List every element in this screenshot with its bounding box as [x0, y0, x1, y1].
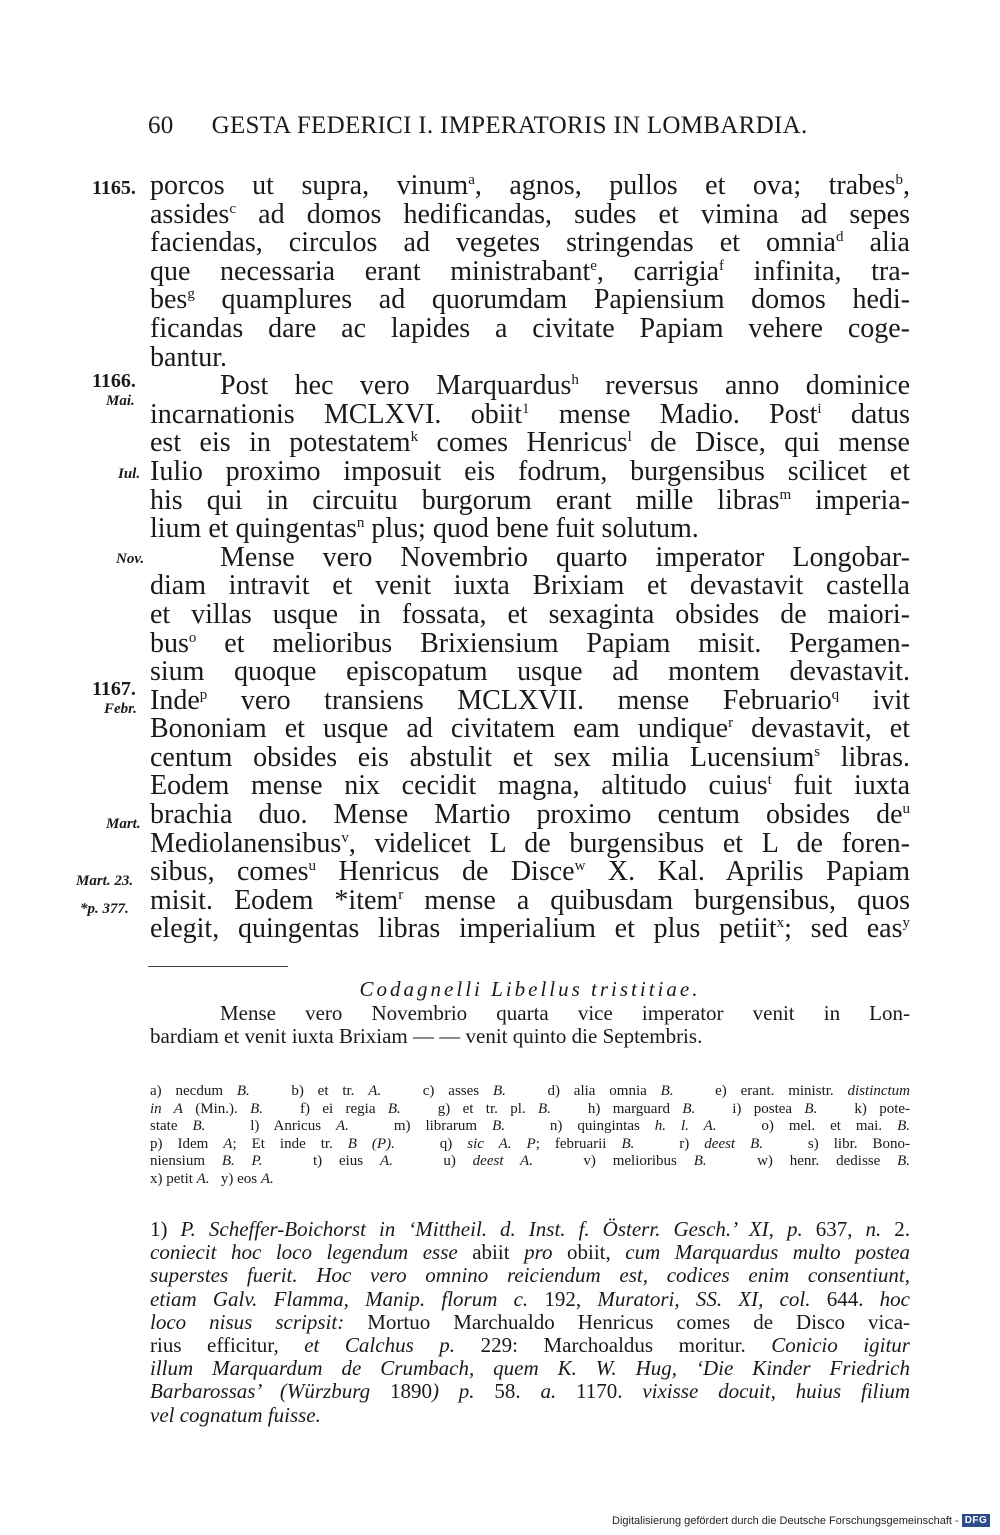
excerpt-line: bardiam et venit iuxta Brixiam — — venit quinto die Septembris. [150, 1024, 703, 1048]
text-line: centum obsides eis abstulit et sex milia Lucensium$^s$ libras. [150, 741, 910, 773]
text-line: sium quoque episcopatum usque ad montem devastavit. [150, 656, 910, 688]
text-line: assides$^c$ ad domos hedificandas, sudes et vimina ad sepes [150, 198, 910, 230]
text-line: misit. Eodem *item$^r$ mense a quibusdam burgensibus, quos [150, 884, 911, 916]
footnote-line: rius efficitur, et Calchus p. 229: Marchoaldus moritur. Conicio igitur [150, 1332, 910, 1357]
footer-credit-text: Digitalisierung gefördert durch die Deutsche Forschungsgemeinschaft - [612, 1514, 959, 1527]
text-line: incarnationis MCLXVI. obiit$^1$ mense Madio. Post$^i$ datus [150, 398, 910, 430]
margin-year-1166: 1166. [92, 370, 136, 392]
text-line: bus$^o$ et melioribus Brixiensium Papiam misit. Pergamen- [150, 627, 910, 659]
variant-line: x) petit A. y) eos A. [150, 1170, 274, 1187]
text-line: ficandas dare ac lapides a civitate Papiam vehere coge- [150, 312, 910, 344]
variant-line: a) necdum B. b) et tr. A. c) asses B. d) alia omnia B. e) erant. ministr. distinctum [150, 1083, 911, 1099]
variant-apparatus [150, 1083, 910, 1189]
text-line: que necessaria erant ministrabant$^e$, carrigia$^f$ infinita, tra- [150, 255, 910, 287]
dfg-logo: DFG [962, 1514, 991, 1527]
page-number: 60 [148, 112, 174, 139]
margin-month-febr: Febr. [104, 701, 137, 717]
text-line: lium et quingentas$^n$ plus; quod bene fuit solutum. [150, 513, 699, 545]
text-line: et villas usque in fossata, et sexaginta obsides de maiori- [150, 598, 910, 630]
page-header [148, 112, 860, 140]
divider-rule [148, 966, 288, 967]
margin-month-mart: Mart. [106, 816, 141, 832]
text-line: diam intravit et venit iuxta Brixiam et devastavit castella [150, 570, 910, 602]
text-line: brachia duo. Mense Martio proximo centum obsides $de^u$ [150, 799, 910, 831]
margin-month-iul: Iul. [118, 466, 141, 482]
text-line: Bononiam et usque ad civitatem eam undique$^r$ devastavit, et [150, 713, 910, 745]
margin-date-mart-23: Mart. 23. [76, 873, 134, 889]
excerpt-line: Mense vero Novembrio quarta vice imperator venit in Lon- [220, 1001, 910, 1025]
excerpt-text [150, 1002, 910, 1048]
text-line: Mediolanensibus$^v$, videlicet L de burgensibus et L de foren- [150, 827, 910, 859]
text-line: bantur. [150, 341, 227, 373]
text-line: Mense vero Novembrio quarto imperator Longobar- [220, 541, 910, 573]
variant-line: p) Idem A; Et inde tr. B (P). q) sic A. P; februarii B. r) deest B. s) libr. Bono- [150, 1135, 910, 1152]
footnote-line: illum Marquardum de Crumbach, quem K. W. Hug, ‘Die Kinder Friedrich [150, 1356, 910, 1381]
footnote-line: superstes fuerit. Hoc vero omnino reiciendum est, codices enim consentiunt, [150, 1263, 910, 1288]
text-line: est eis in potestatem$^k$ comes Henricus$^l$ de Disce, qui mense [150, 427, 910, 459]
footnote-line: 1) P. Scheffer-Boichorst in ‘Mittheil. d. Inst. f. Österr. Gesch.’ XI, p. 637, n. 2. [150, 1217, 910, 1241]
text-line: Iulio proximo imposuit eis fodrum, burgensibus scilicet et [150, 455, 910, 487]
variant-line: niensium B. P. t) eius A. u) deest A. v) melioribus B. w) henr. dedisse B. [150, 1153, 911, 1170]
text-line: Post hec vero Marquardus$^h$ reversus anno dominice [220, 370, 911, 402]
margin-month-mai: Mai. [106, 393, 135, 409]
margin-year-1167: 1167. [92, 678, 136, 700]
running-title: GESTA FEDERICI I. IMPERATORIS IN LOMBARDIA. [211, 112, 808, 139]
margin-page-ref: *p. 377. [80, 901, 129, 917]
margin-year-1165: 1165. [92, 177, 136, 199]
text-line: faciendas, circulos ad vegetes stringendas et omnia$^d$ alia [150, 227, 910, 259]
footnote-line: loco nisus scripsit: Mortuo Marchualdo Henricus comes de Disco vica- [150, 1309, 911, 1334]
footnote [150, 1218, 910, 1427]
text-line: elegit, quingentas libras imperialium et plus petiit$^x$; sed eas$^y$ [150, 913, 910, 945]
text-line: bes$^g$ quamplures ad quorumdam Papiensium domos hedi- [150, 284, 910, 316]
text-line: Eodem mense nix cecidit magna, altitudo cuius$^t$ fuit iuxta [150, 770, 910, 802]
text-line: porcos ut supra, vinum$^a$, agnos, pullos et ova; trabes$^b$, [150, 170, 910, 201]
footer-credit [612, 1514, 990, 1527]
variant-line: state B. l) Anricus A. m) librarum B. n) quingintas h. l. A. o) mel. et mai. B. [150, 1118, 910, 1135]
variant-line: in A (Min.). B. f) ei regia B. g) et tr. pl. B. h) marguard B. i) postea B. k) pote- [150, 1100, 911, 1117]
footnote-line: vel cognatum fuisse. [150, 1402, 321, 1427]
text-line: his qui in circuitu burgorum erant mille libras$^m$ imperia- [150, 484, 910, 516]
excerpt-title: Codagnelli Libellus tristitiae. [359, 977, 701, 1001]
footnote-line: coniecit hoc loco legendum esse abiit pro obiit, cum Marquardus multo postea [150, 1240, 910, 1265]
margin-month-nov: Nov. [116, 551, 145, 567]
text-line: sibus, comes$^u$ Henricus de Disce$^w$ X. Kal. Aprilis Papiam [150, 856, 910, 888]
text-line: Inde$^p$ vero transiens MCLXVII. mense Februario$^q$ ivit [150, 684, 911, 716]
main-text [150, 172, 910, 944]
footnote-line: etiam Galv. Flamma, Manip. florum c. 192, Muratori, SS. XI, col. 644. hoc [150, 1286, 910, 1311]
footnote-line: Barbarossas’ (Würzburg 1890) p. 58. a. 1170. vixisse docuit, huius filium [150, 1379, 911, 1404]
